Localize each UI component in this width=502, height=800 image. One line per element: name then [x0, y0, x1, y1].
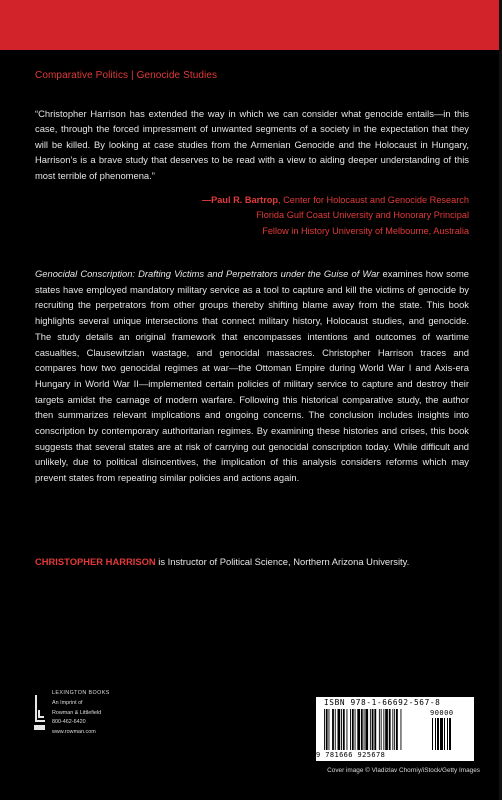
publisher-website: www.rowman.com	[52, 729, 96, 736]
subject-category: Comparative Politics | Genocide Studies	[35, 70, 218, 81]
book-title: Genocidal Conscription: Drafting Victims and Perpetrators under the Guise of War	[35, 268, 380, 279]
author-name: CHRISTOPHER HARRISON	[35, 556, 156, 567]
ean-digits: 9 781666 925678	[316, 751, 386, 759]
isbn-text: ISBN 978-1-66692-567-8	[324, 698, 441, 707]
lexington-l-logo-icon	[33, 695, 47, 731]
publisher-imprint: An Imprint of	[52, 699, 83, 706]
endorser-name: —Paul R. Bartrop	[201, 195, 278, 205]
publisher-block	[33, 688, 173, 748]
book-description	[35, 266, 469, 486]
barcode-box	[316, 697, 474, 761]
price-code: 90000	[430, 709, 454, 717]
publisher-name: LEXINGTON BOOKS	[52, 690, 110, 696]
author-bio-text: is Instructor of Political Science, Northern Arizona University.	[155, 556, 410, 567]
publisher-parent: Rowman & Littlefield	[52, 709, 102, 716]
description-body: examines how some states have employed mandatory military service as a tool to capture and kill the victims of genocide by recruiting the perpetrators from other groups thereby shifting blame away from the state. This book highlights several unique intersections that connect military history, Holocaust studies, and genocide. The study details an original framework that encompasses intentions and outcomes of wartime casualties, Clausewitzian wastage, and genocidal massacres. Christopher Harrison traces and compares how two genocidal regimes at war—the Ottoman Empire during World War I and Axis-era Hungary in World War II—implemented certain policies of military service to capture and destroy their targets amidst the carnage of modern warfare. Following this historical comparative study, the author then summarizes relevant implications and ongoing concerns. The conclusion includes insights into conscription by contemporary authoritarian regimes. By examining these histories and crises, this book suggests that several states are at risk of carrying out genocidal conscription today. While difficult and unlikely, due to political disincentives, the implication of this analysis considers reforms which may prevent states from repeating similar policies and actions again.	[35, 268, 470, 484]
attribution-line-1: —Paul R. Bartrop, Center for Holocaust and Genocide Research	[201, 195, 469, 205]
publisher-phone: 800-462-6420	[52, 719, 86, 726]
endorsement-attribution	[169, 193, 469, 239]
attribution-line-2: Florida Gulf Coast University and Honorary Principal	[256, 210, 469, 221]
author-bio	[35, 555, 475, 569]
endorsement-quote: “Christopher Harrison has extended the way in which we can consider what genocide entails—in this case, through the forced impressment of unwanted segments of a society in the expectation that they will be killed. By looking at case studies from the Armenian Genocide and the Holocaust in Hungary, Harrison’s is a brave study that deserves to be read with a view to aiding deeper understanding of this most terrible of phenomena.”	[35, 108, 469, 181]
cover-image-credit: Cover image © Vladizlav Chorniy/iStock/Getty Images	[327, 767, 480, 774]
publisher-text	[52, 689, 110, 738]
attribution-line-3: Fellow in History University of Melbourne, Australia	[262, 225, 469, 236]
top-red-band	[0, 0, 502, 50]
